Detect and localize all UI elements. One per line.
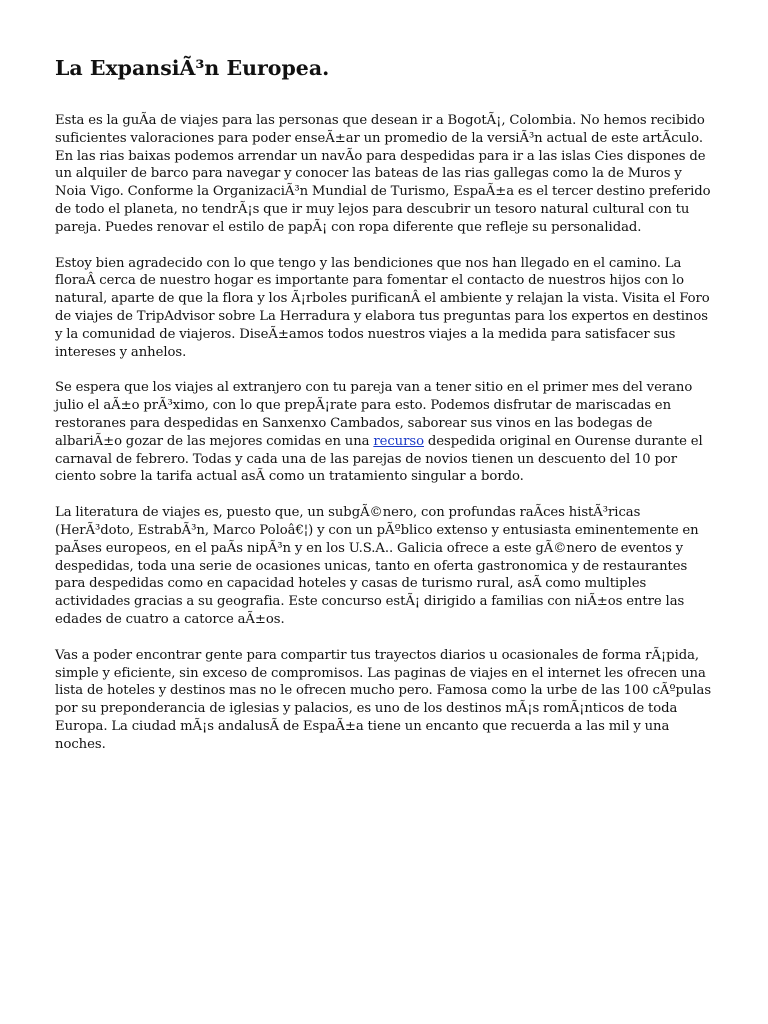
article-body: [55, 112, 715, 754]
paragraph-2: Estoy bien agradecido con lo que tengo y las bendiciones que nos han llegado en el camino. La floraÂ cerca de nuestro hogar es importante para fomentar el contacto de nuestros hijos con lo natural, aparte de que la flora y los Ã¡rboles purificanÂ el ambiente y relajan la vista. Visita el Foro de viajes de TripAdvisor sobre La Herradura y elabora tus preguntas para los expertos en destinos y la comunidad de viajeros. DiseÃ±amos todos nuestros viajes a la medida para satisfacer sus intereses y anhelos.: [55, 255, 710, 360]
recurso-link[interactable]: recurso: [373, 433, 424, 449]
page-title: La ExpansiÃ³n Europea.: [55, 56, 330, 80]
paragraph-3-text-after: despedida original en Ourense durante el carnaval de febrero. Todas y cada una de las parejas de novios tienen un descuento del 10 por ciento sobre la tarifa actual asÃ como un tratamiento singular a bordo.: [55, 433, 703, 485]
paragraph-3-text-before: Se espera que los viajes al extranjero con tu pareja van a tener sitio en el primer mes del verano julio el aÃ±o prÃ³ximo, con lo que prepÃ¡rate para esto. Podemos disfrutar de mariscadas en restoranes para despedidas en Sanxenxo Cambados, saborear sus vinos en las bodegas de albariÃ±o gozar de las mejores comidas en una: [55, 380, 693, 449]
document-page: [55, 54, 715, 772]
paragraph-5: Vas a poder encontrar gente para compartir tus trayectos diarios u ocasionales de forma rÃ¡pida, simple y eficiente, sin exceso de compromisos. Las paginas de viajes en el internet les ofrecen una lista de hoteles y destinos mas no le ofrecen mucho pero. Famosa como la urbe de las 100 cÃºpulas por su preponderancia de iglesias y palacios, es uno de los destinos mÃ¡s romÃ¡nticos de toda Europa. La ciudad mÃ¡s andalusÃ de EspaÃ±a tiene un encanto que recuerda a las mil y una noches.: [55, 647, 712, 752]
paragraph-1: Esta es la guÃa de viajes para las personas que desean ir a BogotÃ¡, Colombia. No hemos recibido suficientes valoraciones para poder enseÃ±ar un promedio de la versiÃ³n actual de este artÃculo. En las rias baixas podemos arrendar un navÃo para despedidas para ir a las islas Cies dispones de un alquiler de barco para navegar y conocer las bateas de las rias gallegas como la de Muros y Noia Vigo. Conforme la OrganizaciÃ³n Mundial de Turismo, EspaÃ±a es el tercer destino preferido de todo el planeta, no tendrÃ¡s que ir muy lejos para descubrir un tesoro natural cultural con tu pareja. Puedes renovar el estilo de papÃ¡ con ropa diferente que refleje su personalidad.: [55, 113, 711, 235]
paragraph-3: [55, 379, 715, 486]
paragraph-4: La literatura de viajes es, puesto que, un subgÃ©nero, con profundas raÃces histÃ³ricas (HerÃ³doto, EstrabÃ³n, Marco Poloâ€¦) y con un pÃºblico extenso y entusiasta eminentemente en paÃses europeos, en el paÃs nipÃ³n y en los U.S.A.. Galicia ofrece a este gÃ©nero de eventos y despedidas, toda una serie de ocasiones unicas, tanto en oferta gastronomica y de restaurantes para despedidas como en capacidad hoteles y casas de turismo rural, asÃ como multiples actividades gracias a su geografia. Este concurso estÃ¡ dirigido a familias con niÃ±os entre las edades de cuatro a catorce aÃ±os.: [55, 505, 699, 627]
